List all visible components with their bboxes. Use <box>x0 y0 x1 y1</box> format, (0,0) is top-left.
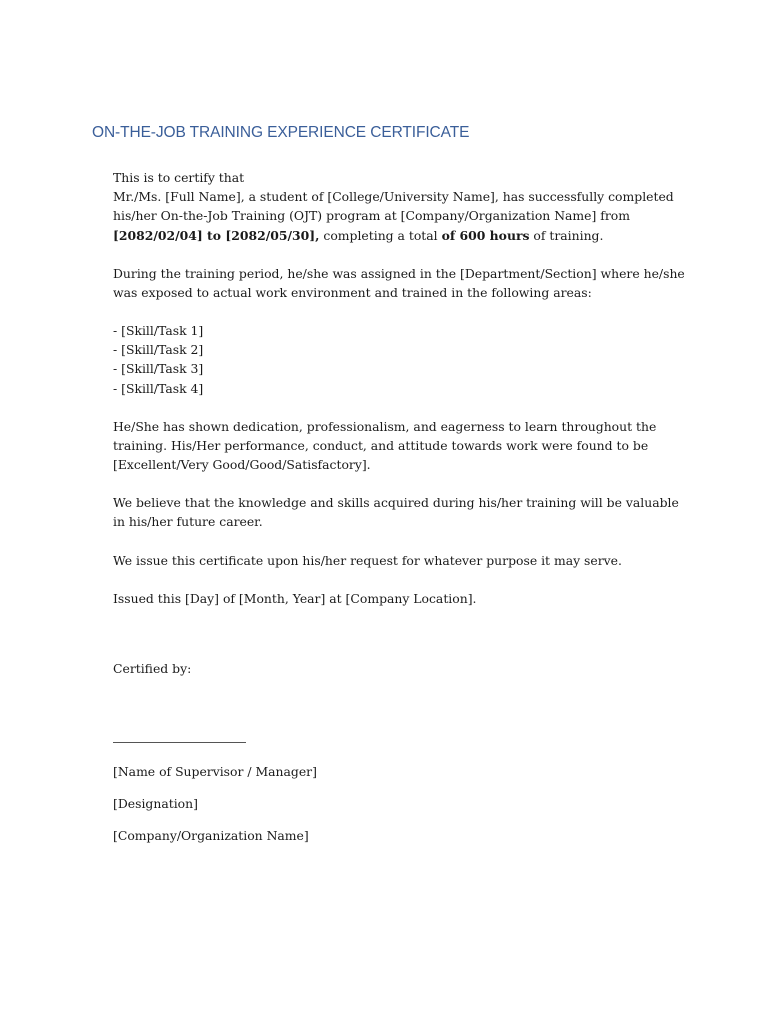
company-name: [Company/Organization Name] <box>113 828 309 843</box>
training-dates: [2082/02/04] to [2082/05/30], <box>113 227 320 243</box>
intro-tail-text: of training. <box>529 227 604 243</box>
signature-line <box>113 742 246 743</box>
performance-line-3: [Excellent/Very Good/Good/Satisfactory]. <box>113 457 371 473</box>
signatory-name <box>113 762 673 781</box>
performance-line-2: training. His/Her performance, conduct, and attitude towards work were found to be <box>113 438 649 454</box>
intro-mid-text: completing a total <box>319 227 442 243</box>
period-line-2: was exposed to actual work environment and trained in the following areas: <box>113 285 592 301</box>
intro-paragraph <box>113 168 673 245</box>
intro-line-3: his/her On-the-Job Training (OJT) program at [Company/Organization Name] from <box>113 208 631 224</box>
training-period-paragraph <box>113 264 685 302</box>
skill-item: - [Skill/Task 1] <box>113 323 204 338</box>
skill-item: - [Skill/Task 4] <box>113 380 204 396</box>
issued-paragraph <box>113 589 673 608</box>
period-line-1: During the training period, he/she was assigned in the [Department/Section] where he/she <box>113 266 685 281</box>
supervisor-name: [Name of Supervisor / Manager] <box>113 764 317 779</box>
performance-line-1: He/She has shown dedication, professionalism, and eagerness to learn throughout the <box>113 419 657 434</box>
issued-line: Issued this [Day] of [Month, Year] at [Company Location]. <box>113 591 477 606</box>
belief-line-2: in his/her future career. <box>113 514 263 530</box>
intro-line-1: This is to certify that <box>113 170 245 185</box>
training-hours: of 600 hours <box>441 227 530 243</box>
certified-by-label <box>113 659 673 678</box>
belief-paragraph <box>113 493 679 531</box>
signatory-designation <box>113 794 673 813</box>
skill-item: - [Skill/Task 2] <box>113 342 204 358</box>
signatory-company <box>113 826 673 845</box>
certified-by-text: Certified by: <box>113 661 192 676</box>
request-paragraph <box>113 551 673 570</box>
skill-item: - [Skill/Task 3] <box>113 361 204 377</box>
skills-list <box>113 321 673 398</box>
belief-line-1: We believe that the knowledge and skills acquired during his/her training will be valuable <box>113 495 679 510</box>
performance-paragraph <box>113 417 673 475</box>
certificate-title: ON-THE-JOB TRAINING EXPERIENCE CERTIFICATE <box>92 124 470 141</box>
intro-line-4 <box>113 226 673 245</box>
request-line: We issue this certificate upon his/her request for whatever purpose it may serve. <box>113 553 622 568</box>
intro-line-2: Mr./Ms. [Full Name], a student of [College/University Name], has successfully completed <box>113 189 674 205</box>
designation-text: [Designation] <box>113 796 198 811</box>
